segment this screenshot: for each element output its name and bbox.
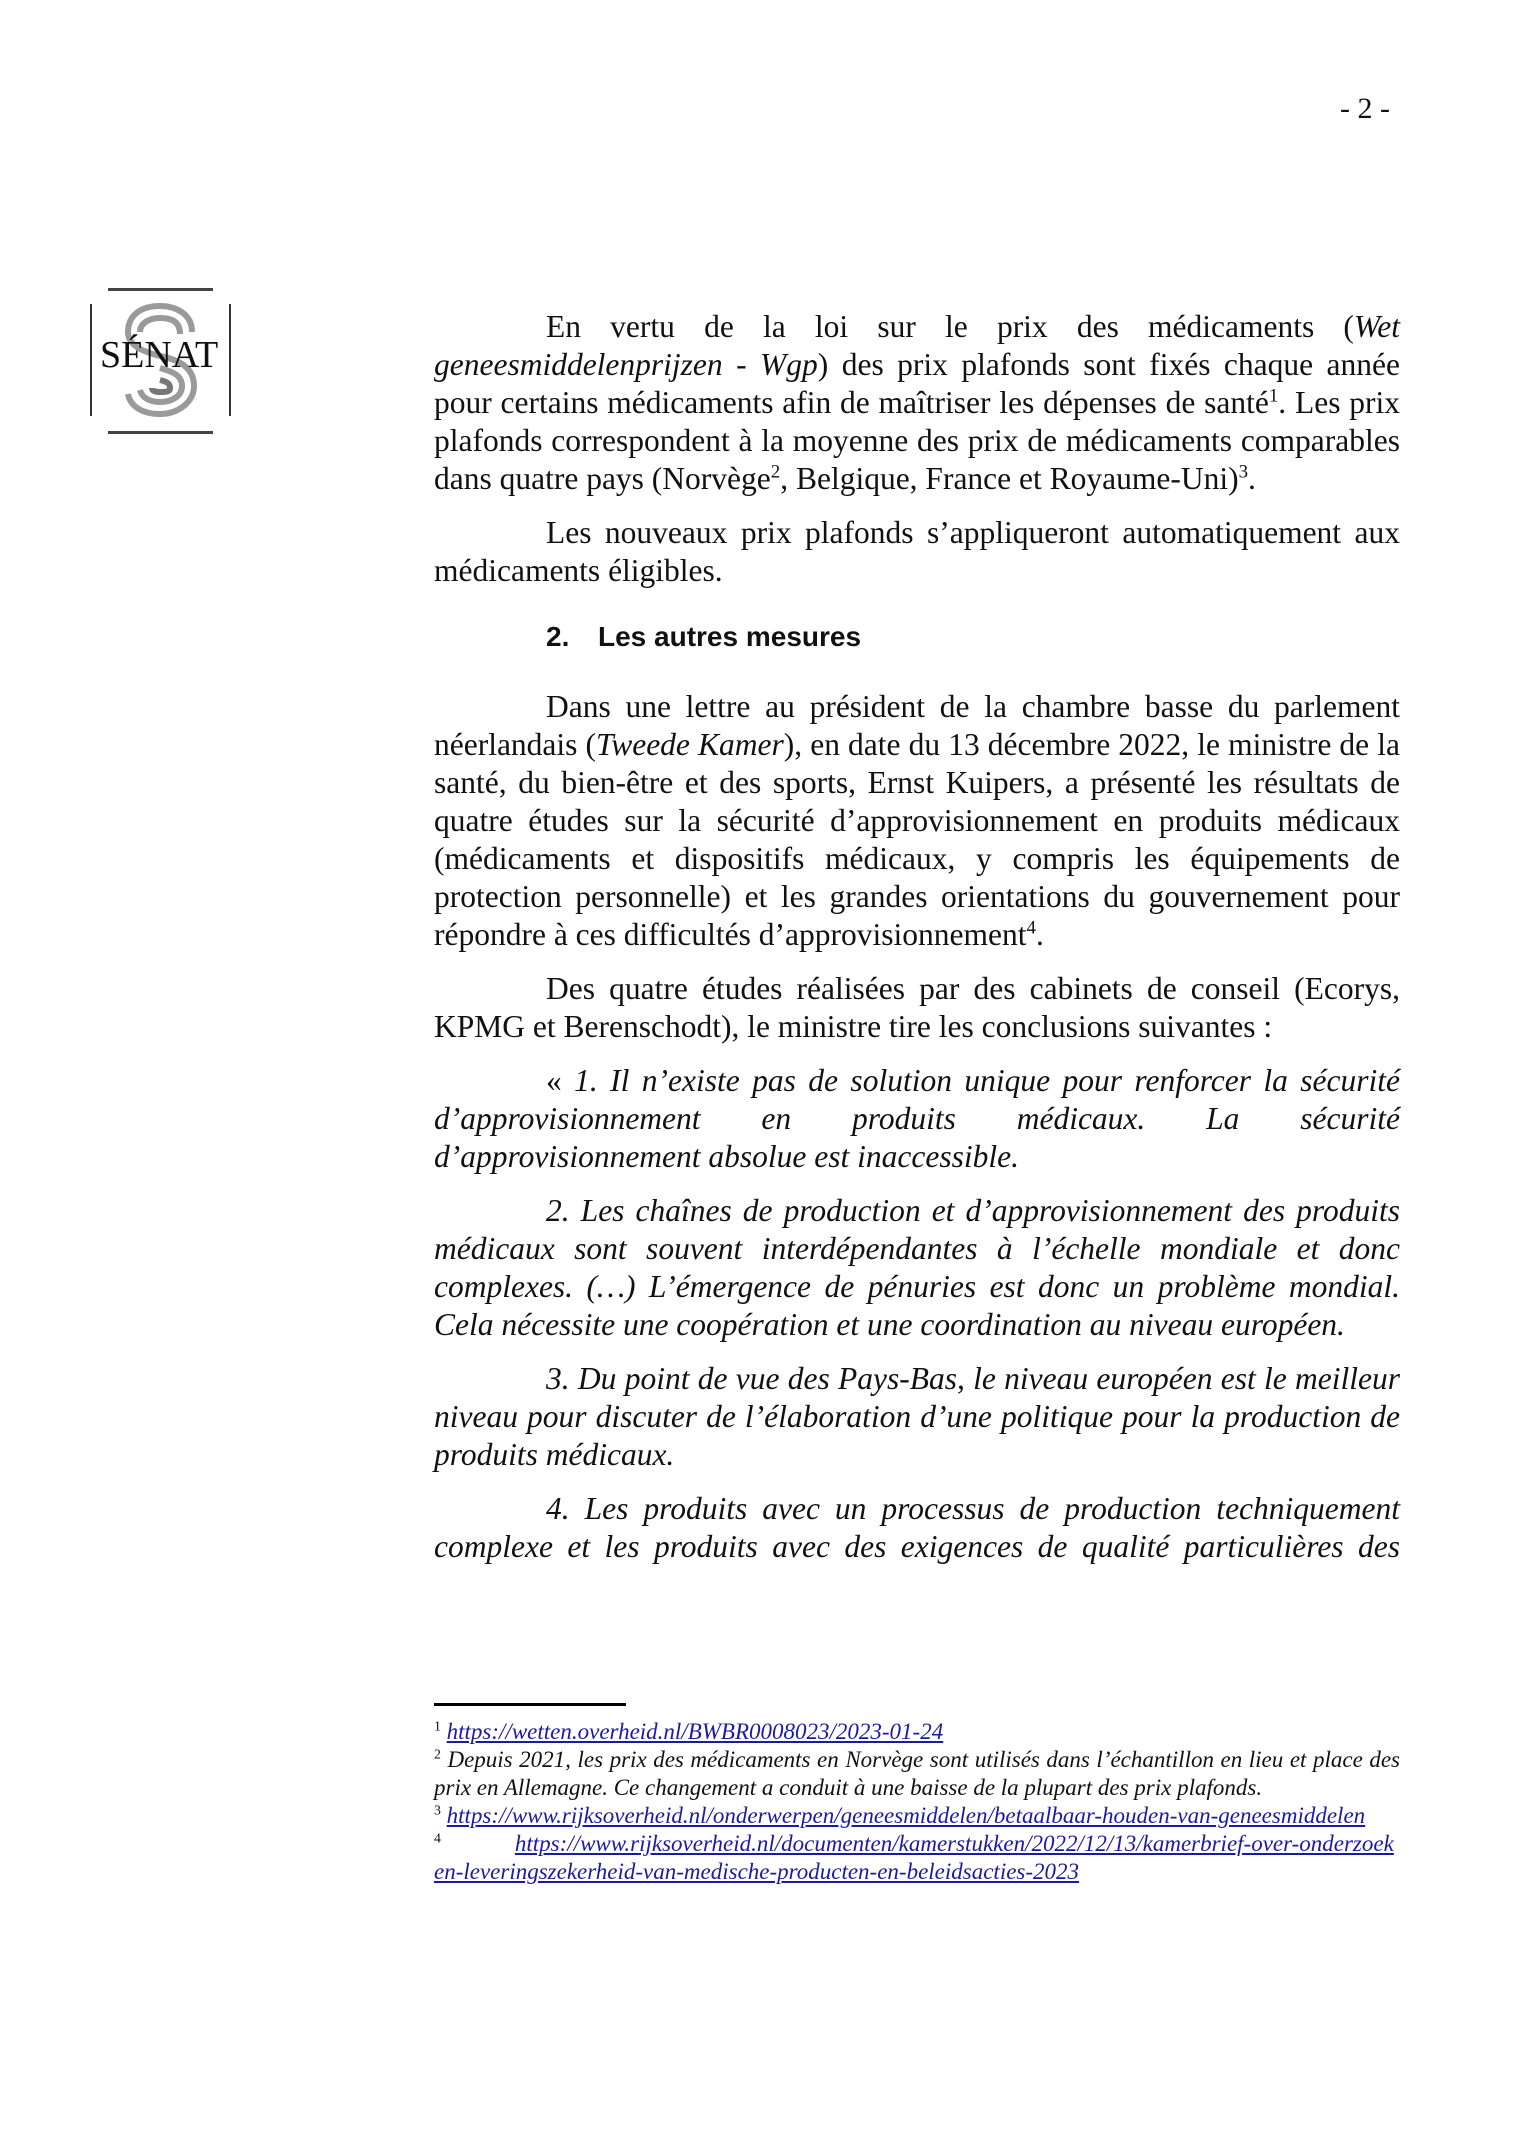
footnote-4 xyxy=(434,1830,1400,1886)
text: ) des prix plafonds sont fixés chaque année pour certains médicaments afin de maîtriser les dépenses de santé xyxy=(434,347,1400,420)
section-heading xyxy=(546,618,1400,656)
footnote-ref[interactable]: 2 xyxy=(770,461,781,483)
senat-logo xyxy=(88,288,238,436)
paragraph-studies: Des quatre études réalisées par des cabinets de conseil (Ecorys, KPMG et Berenschodt), le ministre tire les conclusions suivantes : xyxy=(434,971,1400,1044)
footnote-ref[interactable]: 1 xyxy=(1268,385,1279,407)
footnote-number: 4 xyxy=(434,1830,441,1846)
section-number: 2. xyxy=(546,621,570,652)
footnote-link[interactable]: https://wetten.overheid.nl/BWBR0008023/2023-01-24 xyxy=(446,1719,944,1744)
page-number: - 2 - xyxy=(1340,92,1390,125)
italic-term: Wet geneesmiddelenprijzen - Wgp xyxy=(434,309,1400,382)
paragraph-price-law xyxy=(434,308,1400,498)
quote-mark: « xyxy=(546,1063,575,1098)
quote-conclusion-1 xyxy=(434,1062,1400,1176)
quote-conclusion-4: 4. Les produits avec un processus de production techniquement complexe et les produits avec des exigences de qualité particulières des xyxy=(434,1491,1400,1564)
text: Dans une lettre au président de la chambre basse du parlement néerlandais ( xyxy=(434,689,1400,762)
footnote-3 xyxy=(434,1802,1400,1830)
text: ), en date du 13 décembre 2022, le ministre de la santé, du bien-être et des sports, Ernst Kuipers, a présenté les résultats de quatre études sur la sécurité d’approvisionnement en produits médicaux (médicaments et dispositifs médicaux, y compris les équipements de protection personnelle) et les grandes orientations du gouvernement pour répondre à ces difficultés d’approvisionnement xyxy=(434,727,1400,952)
footnote-text: Depuis 2021, les prix des médicaments en Norvège sont utilisés dans l’échantillon en lieu et place des prix en Allemagne. Ce changement a conduit à une baisse de la plupart des prix plafonds. xyxy=(434,1747,1401,1800)
footnote-number: 1 xyxy=(434,1718,441,1734)
paragraph-minister-letter xyxy=(434,688,1400,954)
quote-conclusion-2: 2. Les chaînes de production et d’approvisionnement des produits médicaux sont souvent interdépendantes à l’échelle mondiale et donc complexes. (…) L’émergence de pénuries est donc un problème mondial. Cela nécessite une coopération et une coordination au niveau européen. xyxy=(434,1193,1400,1342)
text: . xyxy=(1248,461,1256,496)
text: En vertu de la loi sur le prix des médicaments ( xyxy=(546,309,1354,344)
footnote-link[interactable]: https://www.rijksoverheid.nl/onderwerpen/geneesmiddelen/betaalbaar-houden-van-geneesmiddelen xyxy=(446,1803,1366,1828)
footnotes xyxy=(434,1718,1400,1886)
footnote-link[interactable]: https://www.rijksoverheid.nl/documenten/kamerstukken/2022/12/13/kamerbrief-over-onderzoeken-leveringszekerheid-van-medische-producten-en-beleidsacties-2023 xyxy=(434,1831,1394,1884)
footnote-2 xyxy=(434,1746,1400,1802)
document-body xyxy=(434,308,1400,1582)
footnote-number: 2 xyxy=(434,1746,441,1762)
text: . xyxy=(1035,917,1044,952)
footnote-separator xyxy=(434,1703,626,1706)
quote-conclusion-3: 3. Du point de vue des Pays-Bas, le niveau européen est le meilleur niveau pour discuter de l’élaboration d’une politique pour la production de produits médicaux. xyxy=(434,1361,1400,1472)
text: , Belgique, France et Royaume-Uni) xyxy=(780,461,1239,496)
footnote-ref[interactable]: 3 xyxy=(1238,461,1249,483)
footnote-number: 3 xyxy=(434,1802,441,1818)
footnote-ref[interactable]: 4 xyxy=(1026,917,1036,939)
logo-text: SÉNAT xyxy=(100,334,219,376)
paragraph-new-ceiling-prices: Les nouveaux prix plafonds s’appliqueront automatiquement aux médicaments éligibles. xyxy=(434,515,1400,588)
text: 1. Il n’existe pas de solution unique pour renforcer la sécurité d’approvisionnement en produits médicaux. La sécurité d’approvisionnement absolue est inaccessible. xyxy=(434,1063,1401,1174)
footnote-1 xyxy=(434,1718,1400,1746)
section-title: Les autres mesures xyxy=(598,621,862,652)
text: . Les prix plafonds correspondent à la moyenne des prix de médicaments comparables dans quatre pays (Norvège xyxy=(434,385,1400,496)
italic-term: Tweede Kamer xyxy=(596,727,784,762)
